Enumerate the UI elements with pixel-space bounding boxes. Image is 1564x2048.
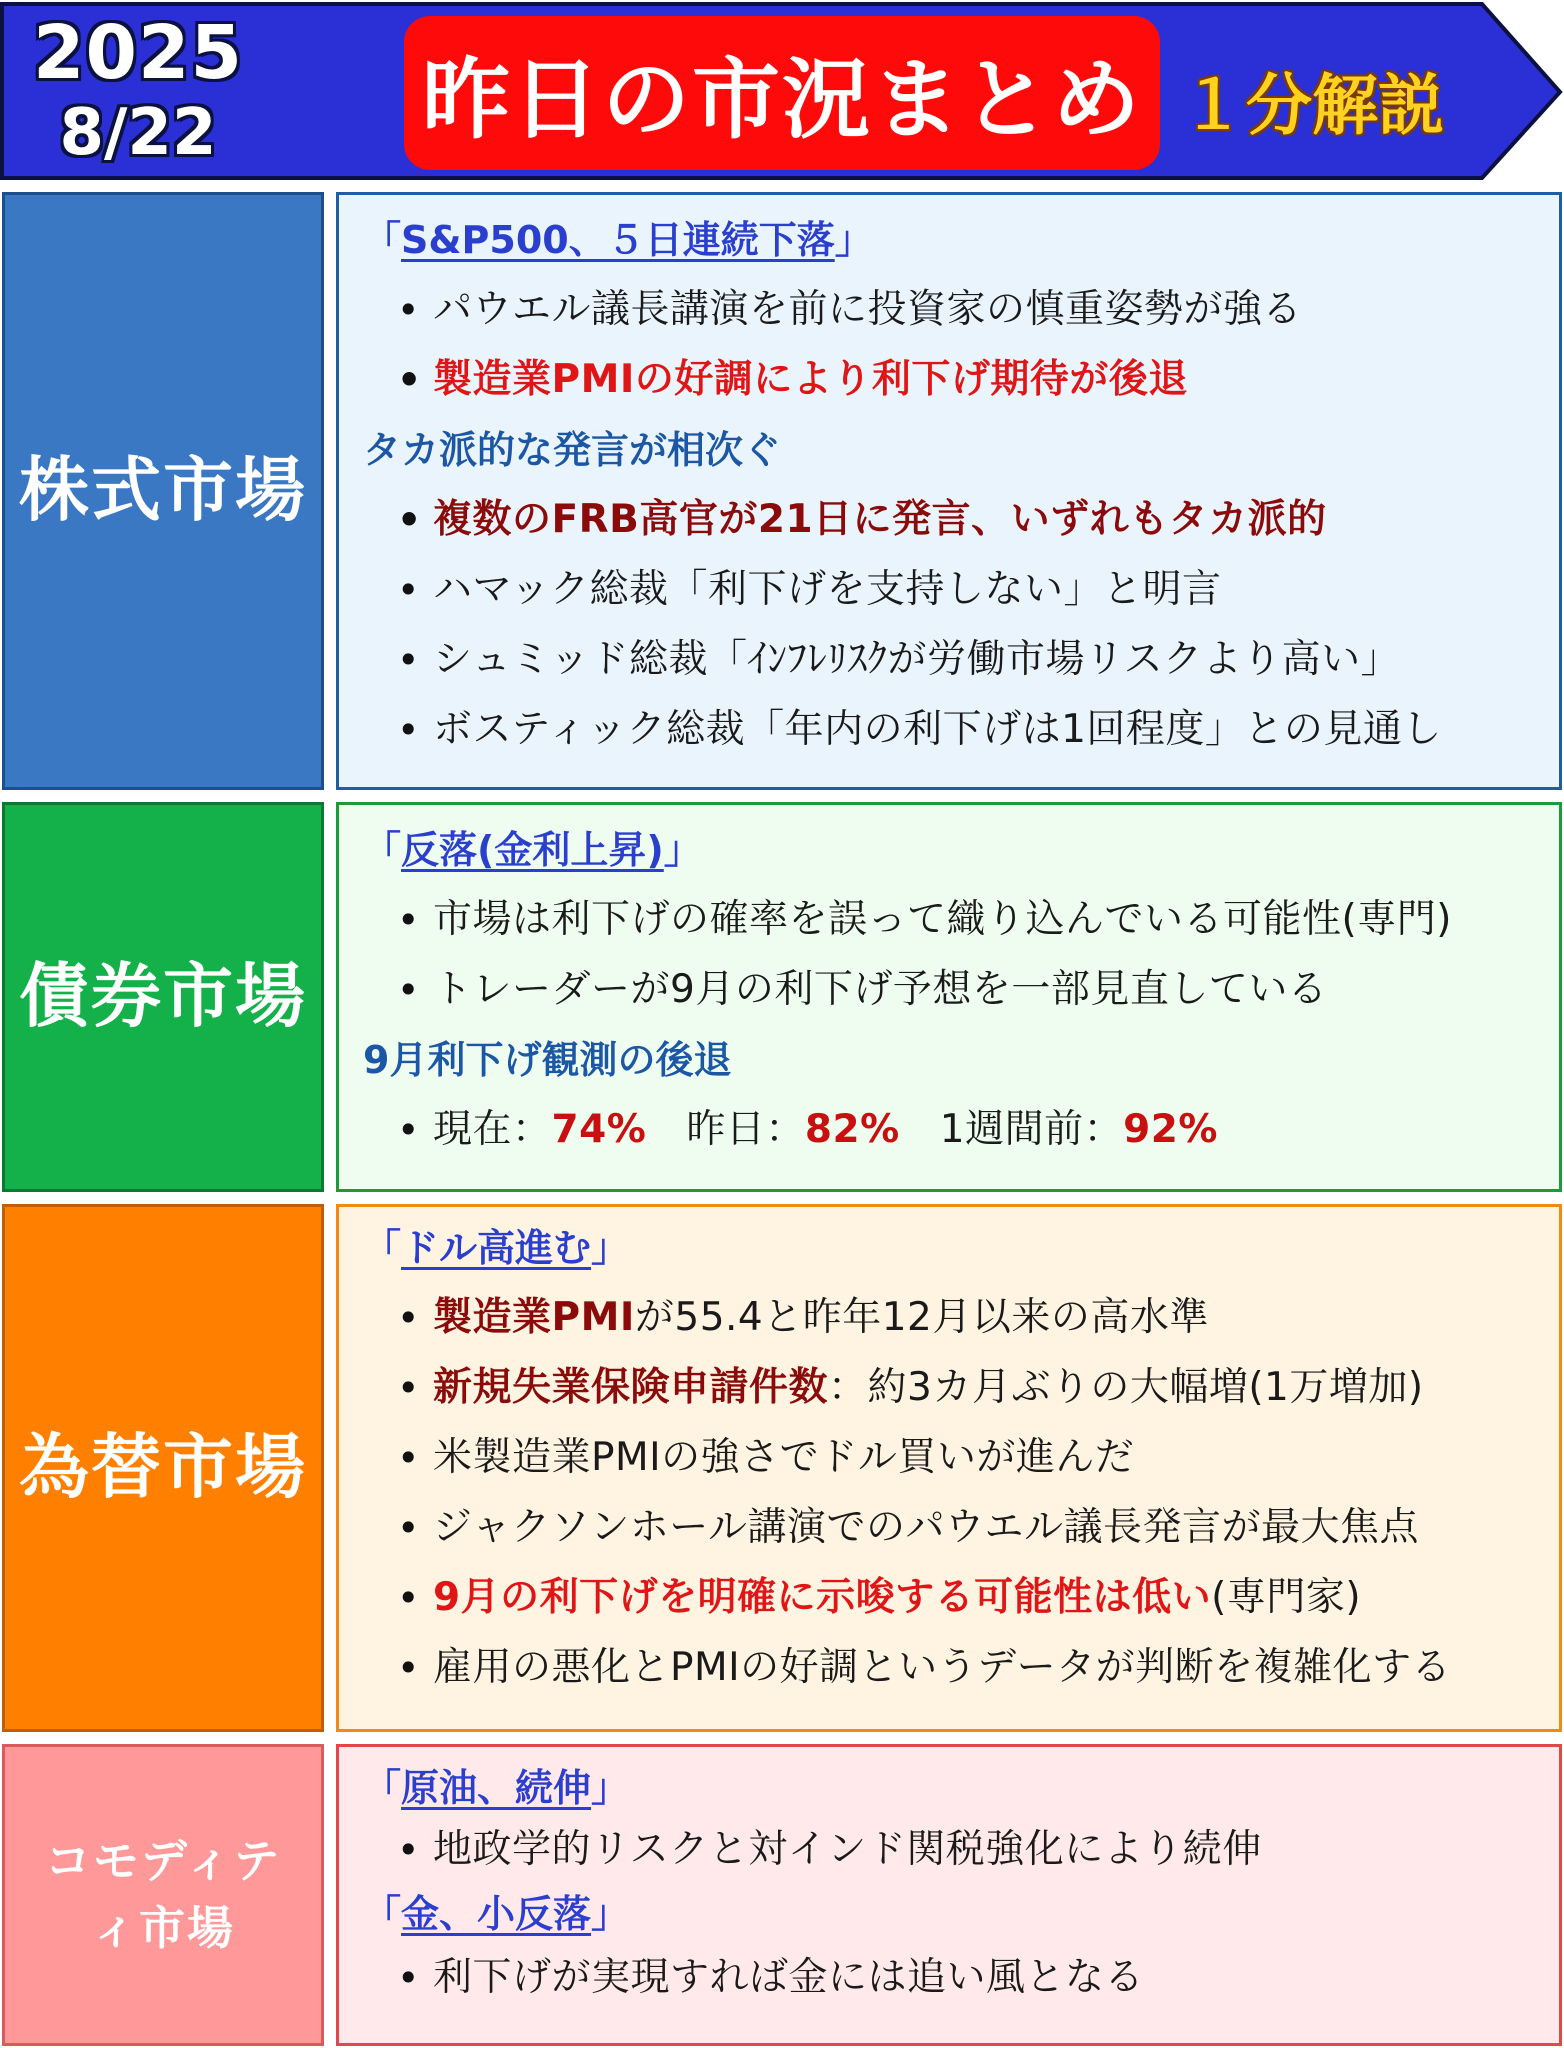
list-item [363, 1353, 1559, 1423]
item-text: ：約3カ月ぶりの大幅増(1万増加) [828, 1365, 1424, 1410]
list-item [363, 1563, 1559, 1633]
heading-link[interactable]: ドル高進む [401, 1226, 592, 1270]
section-label-bonds [2, 802, 324, 1192]
section-content-commodity [336, 1744, 1562, 2046]
title-box [404, 16, 1160, 170]
emphasis-text: 新規失業保険申請件数 [433, 1365, 829, 1410]
bullet-list [363, 1095, 1559, 1165]
date-year: 2025 [33, 10, 243, 96]
bracket-close: 」 [591, 1766, 630, 1810]
bullet-list [363, 275, 1559, 415]
list-item: • ボスティック総裁「年内の利下げは1回程度」との見通し [363, 695, 1559, 765]
bullet-list [363, 485, 1559, 765]
prob-label-week: 1週間前： [939, 1107, 1124, 1152]
section-subheading: 9月利下げ観測の後退 [363, 1038, 732, 1082]
prob-label-yesterday: 昨日： [686, 1107, 805, 1152]
page-title: 昨日の市況まとめ [421, 48, 1142, 151]
section-heading [363, 1757, 1559, 1819]
bracket-close: 」 [591, 1226, 630, 1270]
list-item: • パウエル議長講演を前に投資家の慎重姿勢が強る [363, 275, 1559, 345]
section-label-text [45, 1828, 281, 1961]
date-month-day: 8/22 [59, 96, 217, 170]
section-label-text: 為替市場 [19, 1426, 307, 1509]
bullet-list [363, 1947, 1559, 2009]
probability-row [363, 1095, 1559, 1165]
bracket-close: 」 [663, 828, 702, 872]
prob-value-now: 74% [551, 1107, 647, 1152]
section-heading [363, 815, 1559, 885]
section-heading [363, 205, 1559, 275]
section-label-text: 債券市場 [19, 955, 307, 1038]
list-item: • 利下げが実現すれば金には追い風となる [363, 1947, 1559, 2009]
prob-label-now: 現在： [433, 1107, 552, 1152]
section-heading [363, 1213, 1559, 1283]
section-label-commodity [2, 1744, 324, 2046]
section-label-text: 株式市場 [19, 449, 307, 532]
bracket-open: 「 [363, 828, 402, 872]
list-item: • トレーダーが9月の利下げ予想を一部見直している [363, 955, 1559, 1025]
header-banner [0, 0, 1564, 182]
item-text: (専門家) [1211, 1575, 1362, 1620]
bullet-list [363, 1283, 1559, 1703]
section-label-stocks [2, 192, 324, 790]
section-content-fx [336, 1204, 1562, 1732]
emphasis-text: 製造業PMI [433, 1295, 635, 1340]
bracket-close: 」 [591, 1892, 630, 1936]
subtitle: １分解説 [1180, 67, 1444, 144]
item-text: が55.4と昨年12月以来の高水準 [634, 1295, 1209, 1340]
bracket-open: 「 [363, 1892, 402, 1936]
list-item: • シュミッド総裁「ｲﾝﾌﾚﾘｽｸが労働市場リスクより高い」 [363, 625, 1559, 695]
bullet-list [363, 885, 1559, 1025]
list-item [363, 1283, 1559, 1353]
list-item: • ジャクソンホール講演でのパウエル議長発言が最大焦点 [363, 1493, 1559, 1563]
list-item: • 地政学的リスクと対インド関税強化により続伸 [363, 1819, 1559, 1881]
label-line: コモディテ [44, 1834, 282, 1889]
bracket-open: 「 [363, 218, 402, 262]
section-heading [363, 1881, 1559, 1947]
emphasis-text: 9月の利下げを明確に示唆する可能性は低い [433, 1575, 1212, 1620]
prob-value-yesterday: 82% [804, 1107, 900, 1152]
bracket-open: 「 [363, 1766, 402, 1810]
section-content-stocks [336, 192, 1562, 790]
heading-link[interactable]: 原油、続伸 [401, 1766, 592, 1810]
section-subheading: タカ派的な発言が相次ぐ [363, 428, 782, 472]
list-item: • 雇用の悪化とPMIの好調というデータが判断を複雑化する [363, 1633, 1559, 1703]
bracket-close: 」 [834, 218, 873, 262]
section-content-bonds [336, 802, 1562, 1192]
heading-link[interactable]: 反落(金利上昇) [401, 828, 664, 872]
label-line: ィ市場 [90, 1901, 235, 1955]
section-label-fx [2, 1204, 324, 1732]
list-item: • 市場は利下げの確率を誤って織り込んでいる可能性(専門) [363, 885, 1559, 955]
list-item: • ハマック総裁「利下げを支持しない」と明言 [363, 555, 1559, 625]
prob-value-week: 92% [1123, 1107, 1218, 1152]
list-item: • 米製造業PMIの強さでドル買いが進んだ [363, 1423, 1559, 1493]
bullet-list [363, 1819, 1559, 1881]
heading-link[interactable]: S&P500、５日連続下落 [401, 218, 835, 262]
bracket-open: 「 [363, 1226, 402, 1270]
list-item: • 製造業PMIの好調により利下げ期待が後退 [363, 345, 1559, 415]
heading-link[interactable]: 金、小反落 [401, 1892, 592, 1936]
list-item: • 複数のFRB高官が21日に発言、いずれもタカ派的 [363, 485, 1559, 555]
